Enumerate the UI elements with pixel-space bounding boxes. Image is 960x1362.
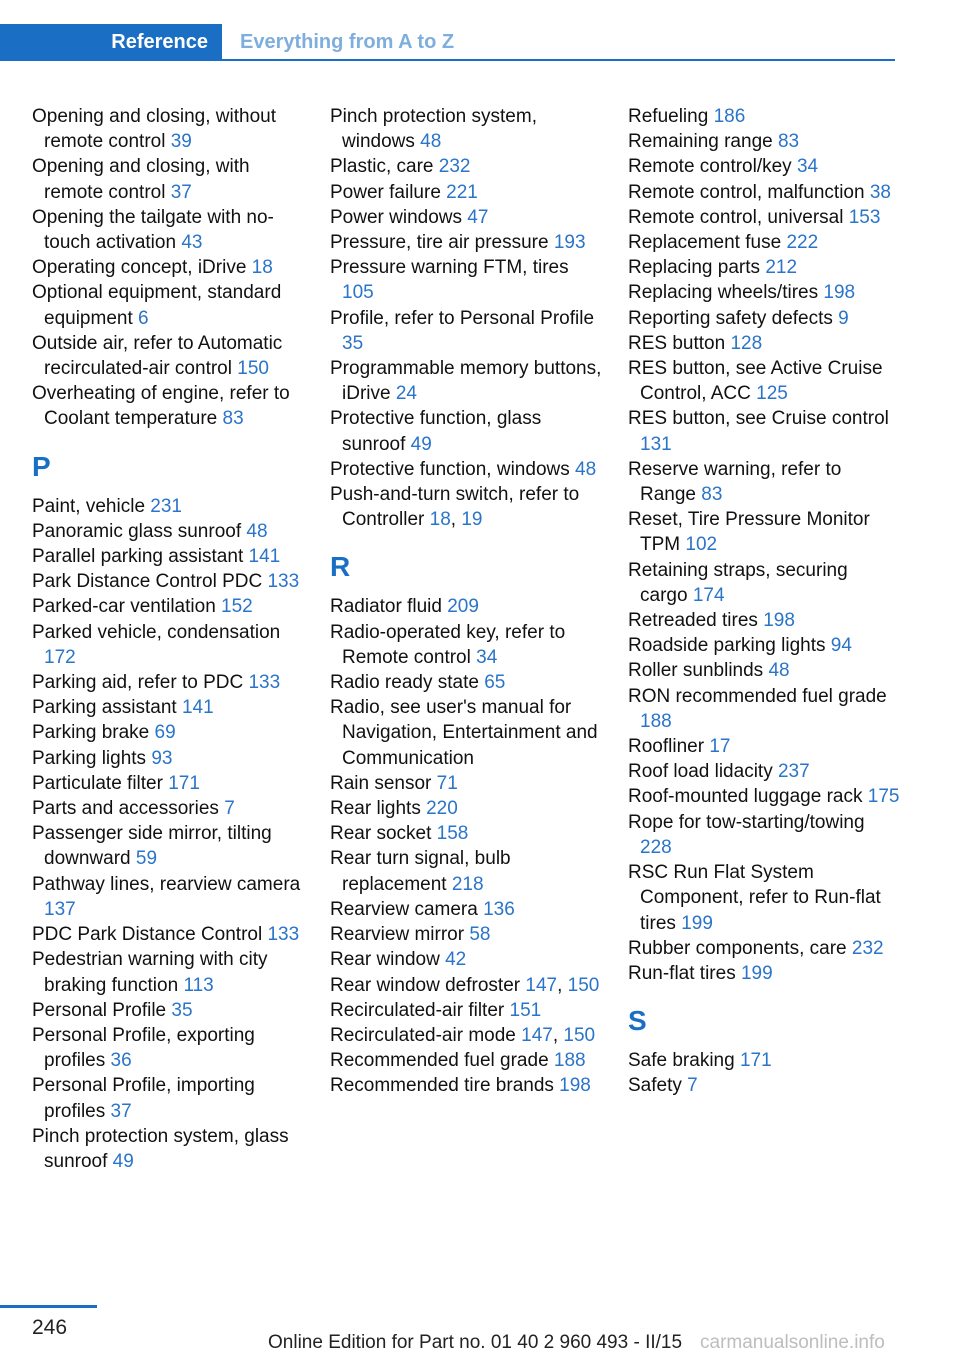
- page-reference-link[interactable]: 147: [525, 974, 558, 996]
- index-entry: [628, 936, 900, 961]
- index-entry-text: Overheating of engine, refer to Coolant temperature: [32, 383, 290, 430]
- index-entry: [32, 594, 304, 619]
- index-entry-text: Recirculated-air mode: [330, 1024, 516, 1046]
- page-reference-link[interactable]: 152: [221, 596, 253, 618]
- page-reference-link[interactable]: 188: [640, 710, 672, 732]
- page-reference-link[interactable]: 209: [447, 596, 479, 618]
- page-reference-link[interactable]: 38: [869, 181, 891, 203]
- index-entry: [330, 897, 602, 922]
- index-entry: [330, 1048, 602, 1073]
- page-reference-link[interactable]: 125: [756, 383, 788, 405]
- index-entry-text: Rear turn signal, bulb replacement: [330, 848, 511, 895]
- page-reference-link[interactable]: 198: [763, 610, 795, 632]
- index-entry-text: Pinch protection system, windows: [330, 106, 537, 153]
- index-entry: [32, 569, 304, 594]
- page-reference-link[interactable]: 17: [709, 736, 731, 758]
- index-entry-text: Remote control, universal: [628, 206, 844, 228]
- index-entry-text: Replacing parts: [628, 257, 761, 279]
- index-entry-text: Programmable memory buttons, iDrive: [330, 358, 602, 405]
- index-entry: [628, 658, 900, 683]
- page-reference-link[interactable]: 39: [170, 131, 192, 153]
- page-reference-link[interactable]: 49: [410, 433, 432, 455]
- index-entry: [330, 796, 602, 821]
- index-entry: [32, 331, 304, 381]
- page-reference-link[interactable]: 237: [777, 761, 810, 783]
- index-entry: [32, 544, 304, 569]
- header-divider: [222, 59, 895, 61]
- index-entry: [32, 1124, 304, 1174]
- page-reference-link[interactable]: 158: [436, 823, 469, 845]
- page-reference-link[interactable]: 150: [567, 974, 600, 996]
- index-entry-text: Plastic, care: [330, 156, 434, 178]
- index-entry: [330, 104, 602, 154]
- page-reference-link[interactable]: 141: [248, 546, 281, 568]
- index-entry-text: Park Distance Control PDC: [32, 571, 263, 593]
- index-entry: [32, 922, 304, 947]
- index-entry: [628, 406, 900, 456]
- index-entry-text: Pressure, tire air pressure: [330, 232, 549, 254]
- index-entry: [330, 620, 602, 670]
- index-entry-text: Operating concept, iDrive: [32, 257, 247, 279]
- index-entry: [628, 608, 900, 633]
- page-reference-link[interactable]: 220: [426, 798, 458, 820]
- index-entry: [330, 406, 602, 456]
- index-entry: [628, 759, 900, 784]
- index-entry: [330, 594, 602, 619]
- page-reference-link[interactable]: 7: [687, 1075, 698, 1097]
- index-entry: [32, 670, 304, 695]
- index-entry-text: Parking brake: [32, 722, 150, 744]
- page-reference-link[interactable]: 193: [553, 232, 586, 254]
- page-reference-link[interactable]: 48: [246, 520, 268, 542]
- index-entry-text: Rear lights: [330, 798, 421, 820]
- index-entry: [628, 1048, 900, 1073]
- page-reference-link[interactable]: 150: [563, 1024, 596, 1046]
- index-entry-text: Refueling: [628, 106, 709, 127]
- index-entry-text: Radio ready state: [330, 672, 479, 694]
- index-entry: [330, 998, 602, 1023]
- page-reference-link[interactable]: 221: [446, 181, 478, 203]
- index-entry-text: Personal Profile, importing profiles: [32, 1075, 255, 1122]
- index-column-3: [628, 104, 900, 1099]
- index-entry-text: Pinch protection system, glass sunroof: [32, 1125, 289, 1172]
- index-entry-text: Reporting safety defects: [628, 307, 833, 329]
- section-label: Reference: [111, 31, 208, 53]
- index-entry: [32, 205, 304, 255]
- page-reference-link[interactable]: 35: [342, 332, 364, 354]
- page-reference-link[interactable]: 24: [395, 383, 417, 405]
- page-reference-link[interactable]: 199: [681, 912, 713, 934]
- index-entry: Rear window defroster 147, 150: [330, 974, 600, 996]
- index-entry: [330, 356, 602, 406]
- index-entry-text: Safe braking: [628, 1050, 735, 1072]
- page-reference-link[interactable]: 65: [484, 672, 506, 694]
- index-entry-text: Recirculated-air filter: [330, 999, 505, 1021]
- index-entry-text: Remote control/key: [628, 156, 792, 178]
- page-reference-link[interactable]: 48: [575, 458, 597, 480]
- page-reference-link[interactable]: 9: [838, 307, 849, 329]
- page-reference-link[interactable]: 212: [765, 257, 798, 279]
- index-entry: [32, 821, 304, 871]
- page-reference-link[interactable]: 105: [342, 282, 374, 304]
- index-entry-text: Roof-mounted luggage rack: [628, 786, 863, 808]
- index-entry: [330, 1073, 602, 1098]
- page-reference-link[interactable]: 37: [170, 181, 192, 203]
- page-reference-link[interactable]: 174: [692, 584, 725, 606]
- index-entry-text: Push-and-turn switch, refer to Controller: [330, 484, 580, 531]
- page-reference-link[interactable]: 188: [553, 1050, 586, 1072]
- index-letter-heading: R: [330, 551, 351, 583]
- page-reference-link[interactable]: 133: [267, 571, 300, 593]
- index-entry-text: RES button, see Active Cruise Control, ACC: [628, 358, 883, 405]
- page-reference-link[interactable]: 102: [685, 534, 718, 556]
- page-reference-link[interactable]: 175: [867, 786, 900, 808]
- index-entry: [628, 810, 900, 860]
- index-entry: [628, 104, 900, 129]
- page-reference-link[interactable]: 141: [181, 697, 214, 719]
- index-entry-text: Roofliner: [628, 736, 705, 758]
- page-reference-link[interactable]: 49: [112, 1150, 134, 1172]
- index-entry: [628, 457, 900, 507]
- index-entry-text: Parked vehicle, condensation: [32, 621, 281, 643]
- index-entry-text: RON recommended fuel grade: [628, 685, 887, 707]
- index-entry: [32, 1073, 304, 1123]
- page-reference-link[interactable]: 47: [467, 206, 489, 228]
- index-entry-text: Retaining straps, securing cargo: [628, 559, 848, 606]
- page-reference-link[interactable]: 232: [851, 937, 884, 959]
- index-entry: [32, 796, 304, 821]
- index-entry: [628, 306, 900, 331]
- index-entry-text: Particulate filter: [32, 772, 163, 794]
- page-reference-link[interactable]: 37: [110, 1100, 132, 1122]
- subsection-title: Everything from A to Z: [240, 31, 455, 53]
- page-reference-link[interactable]: 232: [438, 156, 471, 178]
- index-entry: [330, 306, 602, 356]
- page-reference-link[interactable]: 113: [183, 974, 214, 996]
- index-entry: [628, 129, 900, 154]
- index-entry: [628, 558, 900, 608]
- page-reference-link[interactable]: 231: [150, 495, 182, 517]
- index-entry-text: Roof load lidacity: [628, 761, 773, 783]
- index-entry: [32, 381, 304, 431]
- page-reference-link[interactable]: 18: [251, 257, 273, 279]
- page-reference-link[interactable]: 58: [469, 924, 491, 946]
- index-entry-text: Protective function, glass sunroof: [330, 408, 542, 455]
- index-entry-text: Parking assistant: [32, 697, 177, 719]
- page-reference-link[interactable]: 128: [730, 332, 763, 354]
- page-reference-link[interactable]: 151: [509, 999, 542, 1021]
- page-reference-link[interactable]: 7: [224, 798, 235, 820]
- index-entry-text: Rearview mirror: [330, 924, 465, 946]
- index-entry: [330, 457, 602, 482]
- index-entry: [32, 255, 304, 280]
- page-reference-link[interactable]: 199: [740, 962, 773, 984]
- index-entry-text: Personal Profile: [32, 999, 167, 1021]
- index-entry: [32, 998, 304, 1023]
- page-number: 246: [32, 1316, 68, 1339]
- page-reference-link[interactable]: 136: [483, 898, 515, 920]
- index-entry-text: PDC Park Distance Control: [32, 924, 263, 946]
- page-reference-link[interactable]: 133: [267, 924, 300, 946]
- index-entry-text: Rear window: [330, 949, 440, 971]
- index-entry-text: Parking aid, refer to PDC: [32, 672, 244, 694]
- index-entry-text: Roadside parking lights: [628, 635, 826, 657]
- index-entry: [628, 205, 900, 230]
- section-tab-reference[interactable]: [0, 24, 222, 61]
- index-entry-text: Parked-car ventilation: [32, 596, 216, 618]
- index-entry-text: Reserve warning, refer to Range: [628, 458, 842, 506]
- index-entry: [32, 746, 304, 771]
- index-entry: [32, 104, 304, 154]
- page-reference-link[interactable]: 133: [248, 672, 281, 694]
- index-entry-text: Rear socket: [330, 823, 432, 845]
- index-entry-text: Recommended fuel grade: [330, 1050, 549, 1072]
- index-entry: [32, 872, 304, 922]
- index-entry: [628, 255, 900, 280]
- index-entry-text: RSC Run Flat System Component, refer to Run-flat tires: [628, 862, 881, 934]
- page-reference-link[interactable]: 93: [151, 747, 173, 769]
- index-entry-text: Roller sunblinds: [628, 660, 764, 682]
- page-reference-link[interactable]: 186: [713, 106, 746, 127]
- index-entry-text: Rear window defroster: [330, 974, 521, 996]
- index-entry-text: Opening the tailgate with no-touch activation: [32, 206, 274, 254]
- page-reference-link[interactable]: 94: [830, 635, 852, 657]
- index-entry-text: Opening and closing, with remote control: [32, 156, 250, 203]
- index-entry: [628, 961, 900, 986]
- index-entry-text: Rearview camera: [330, 898, 478, 920]
- index-entry-text: Panoramic glass sunroof: [32, 520, 242, 542]
- index-entry-text: Power windows: [330, 206, 462, 228]
- page-reference-link[interactable]: 228: [640, 836, 672, 858]
- index-entry-text: Parking lights: [32, 747, 147, 769]
- index-entry: Push-and-turn switch, refer to Controller 18, 19: [330, 484, 580, 531]
- index-entry: [628, 331, 900, 356]
- page-reference-link[interactable]: 59: [135, 848, 158, 870]
- index-entry-text: Paint, vehicle: [32, 495, 146, 517]
- index-entry: [32, 494, 304, 519]
- page-reference-link[interactable]: 43: [181, 232, 203, 254]
- page-reference-link[interactable]: 83: [701, 484, 723, 506]
- index-entry: [32, 1023, 304, 1073]
- index-entry-text: Pedestrian warning with city braking function: [32, 949, 268, 996]
- index-entry: [628, 507, 900, 557]
- page-reference-link[interactable]: 71: [436, 772, 458, 794]
- page-reference-link[interactable]: 218: [451, 873, 484, 895]
- index-entry-text: Pressure warning FTM, tires: [330, 257, 569, 279]
- index-entry-text: Recommended tire brands: [330, 1075, 554, 1097]
- index-entry-text: Run-flat tires: [628, 962, 736, 984]
- index-entry: [330, 846, 602, 896]
- index-entry: [628, 356, 900, 406]
- index-entry: [32, 154, 304, 204]
- index-letter-heading: S: [628, 1005, 647, 1037]
- index-entry-text: Radiator fluid: [330, 596, 442, 618]
- watermark: carmanualsonline.info: [700, 1332, 885, 1353]
- index-entry-text: Passenger side mirror, tilting downward: [32, 823, 272, 870]
- page-reference-link[interactable]: 153: [848, 206, 881, 228]
- edition-note: Online Edition for Part no. 01 40 2 960 493 - II/15: [268, 1332, 683, 1353]
- index-letter-heading: P: [32, 450, 51, 482]
- index-column-2: [330, 104, 602, 1099]
- index-entry: [330, 695, 602, 771]
- index-column-1: [32, 104, 304, 1174]
- index-entry: [330, 821, 602, 846]
- index-entry-text: Radio-operated key, refer to Remote control: [330, 621, 566, 668]
- index-entry: [32, 519, 304, 544]
- index-entry-text: Outside air, refer to Automatic recirculated-air control: [32, 332, 283, 380]
- page-reference-link[interactable]: 150: [237, 358, 269, 380]
- index-entry-text: Replacement fuse: [628, 232, 782, 254]
- index-entry-text: Parts and accessories: [32, 798, 219, 820]
- index-entry: [330, 670, 602, 695]
- page-reference-link[interactable]: 18: [429, 509, 451, 531]
- page-reference-link[interactable]: 34: [796, 156, 819, 178]
- page-reference-link[interactable]: 69: [154, 722, 176, 744]
- index-entry: [628, 1073, 900, 1098]
- index-entry: [628, 784, 900, 809]
- index-entry: [628, 684, 900, 734]
- index-entry-text: Parallel parking assistant: [32, 546, 244, 568]
- index-entry: [32, 720, 304, 745]
- index-entry: [32, 947, 304, 997]
- index-entry: [628, 154, 900, 179]
- index-entry: [628, 860, 900, 936]
- index-entry-text: Radio, see user's manual for Navigation, Entertainment and Communication: [330, 697, 598, 769]
- page-reference-link[interactable]: 198: [823, 282, 856, 304]
- index-entry-text: Profile, refer to Personal Profile: [330, 307, 595, 329]
- page-reference-link[interactable]: 34: [476, 646, 498, 668]
- index-entry: [628, 180, 900, 205]
- page-reference-link[interactable]: 6: [138, 307, 149, 329]
- page-reference-link[interactable]: 35: [171, 999, 193, 1021]
- page-reference-link[interactable]: 83: [222, 408, 244, 430]
- index-entry: [330, 255, 602, 305]
- index-entry: [628, 633, 900, 658]
- index-entry-text: RES button: [628, 332, 726, 354]
- index-entry-text: Remaining range: [628, 131, 773, 153]
- index-entry-text: Power failure: [330, 181, 441, 203]
- index-entry-text: Opening and closing, without remote control: [32, 106, 276, 153]
- index-entry: [32, 620, 304, 670]
- index-entry-text: Reset, Tire Pressure Monitor TPM: [628, 509, 870, 556]
- index-entry-text: Safety: [628, 1075, 682, 1097]
- index-entry: [330, 205, 602, 230]
- index-entry: [32, 695, 304, 720]
- index-entry-text: Pathway lines, rearview camera: [32, 873, 301, 895]
- page-reference-link[interactable]: 222: [786, 232, 819, 254]
- page-reference-link[interactable]: 19: [461, 509, 483, 531]
- page-reference-link[interactable]: 172: [44, 646, 76, 668]
- index-entry: [32, 280, 304, 330]
- page-reference-link[interactable]: 198: [559, 1075, 591, 1097]
- page-reference-link[interactable]: 83: [777, 131, 800, 153]
- footer-accent-bar: [0, 1305, 97, 1308]
- index-entry-text: Optional equipment, standard equipment: [32, 282, 282, 329]
- index-entry: [330, 922, 602, 947]
- index-entry-text: Personal Profile, exporting profiles: [32, 1024, 255, 1072]
- page-reference-link[interactable]: 171: [739, 1050, 772, 1072]
- index-entry: [330, 947, 602, 972]
- index-entry: [330, 230, 602, 255]
- index-entry-text: Remote control, malfunction: [628, 181, 865, 203]
- page-reference-link[interactable]: 147: [521, 1024, 553, 1046]
- page-reference-link[interactable]: 48: [768, 660, 790, 682]
- page-reference-link[interactable]: 137: [44, 898, 76, 920]
- index-entry-text: Retreaded tires: [628, 610, 758, 632]
- page-reference-link[interactable]: 131: [640, 433, 672, 455]
- index-entry: Recirculated-air mode 147, 150: [330, 1024, 596, 1046]
- page-reference-link[interactable]: 171: [168, 772, 200, 794]
- index-entry-text: Rain sensor: [330, 772, 432, 794]
- index-entry-text: Rope for tow-starting/towing: [628, 811, 865, 833]
- index-entry-text: Replacing wheels/tires: [628, 282, 819, 304]
- page-reference-link[interactable]: 42: [445, 949, 467, 971]
- page-reference-link[interactable]: 48: [420, 131, 442, 153]
- index-entry: [628, 230, 900, 255]
- index-entry-text: RES button, see Cruise control: [628, 408, 889, 430]
- index-entry: [628, 734, 900, 759]
- index-entry-text: Protective function, windows: [330, 458, 570, 480]
- page-reference-link[interactable]: 36: [110, 1050, 132, 1072]
- index-entry: [330, 180, 602, 205]
- index-entry: [628, 280, 900, 305]
- index-entry: [330, 771, 602, 796]
- index-entry-text: Rubber components, care: [628, 937, 847, 959]
- index-entry: [32, 771, 304, 796]
- index-entry: [330, 154, 602, 179]
- page-header: [0, 24, 895, 61]
